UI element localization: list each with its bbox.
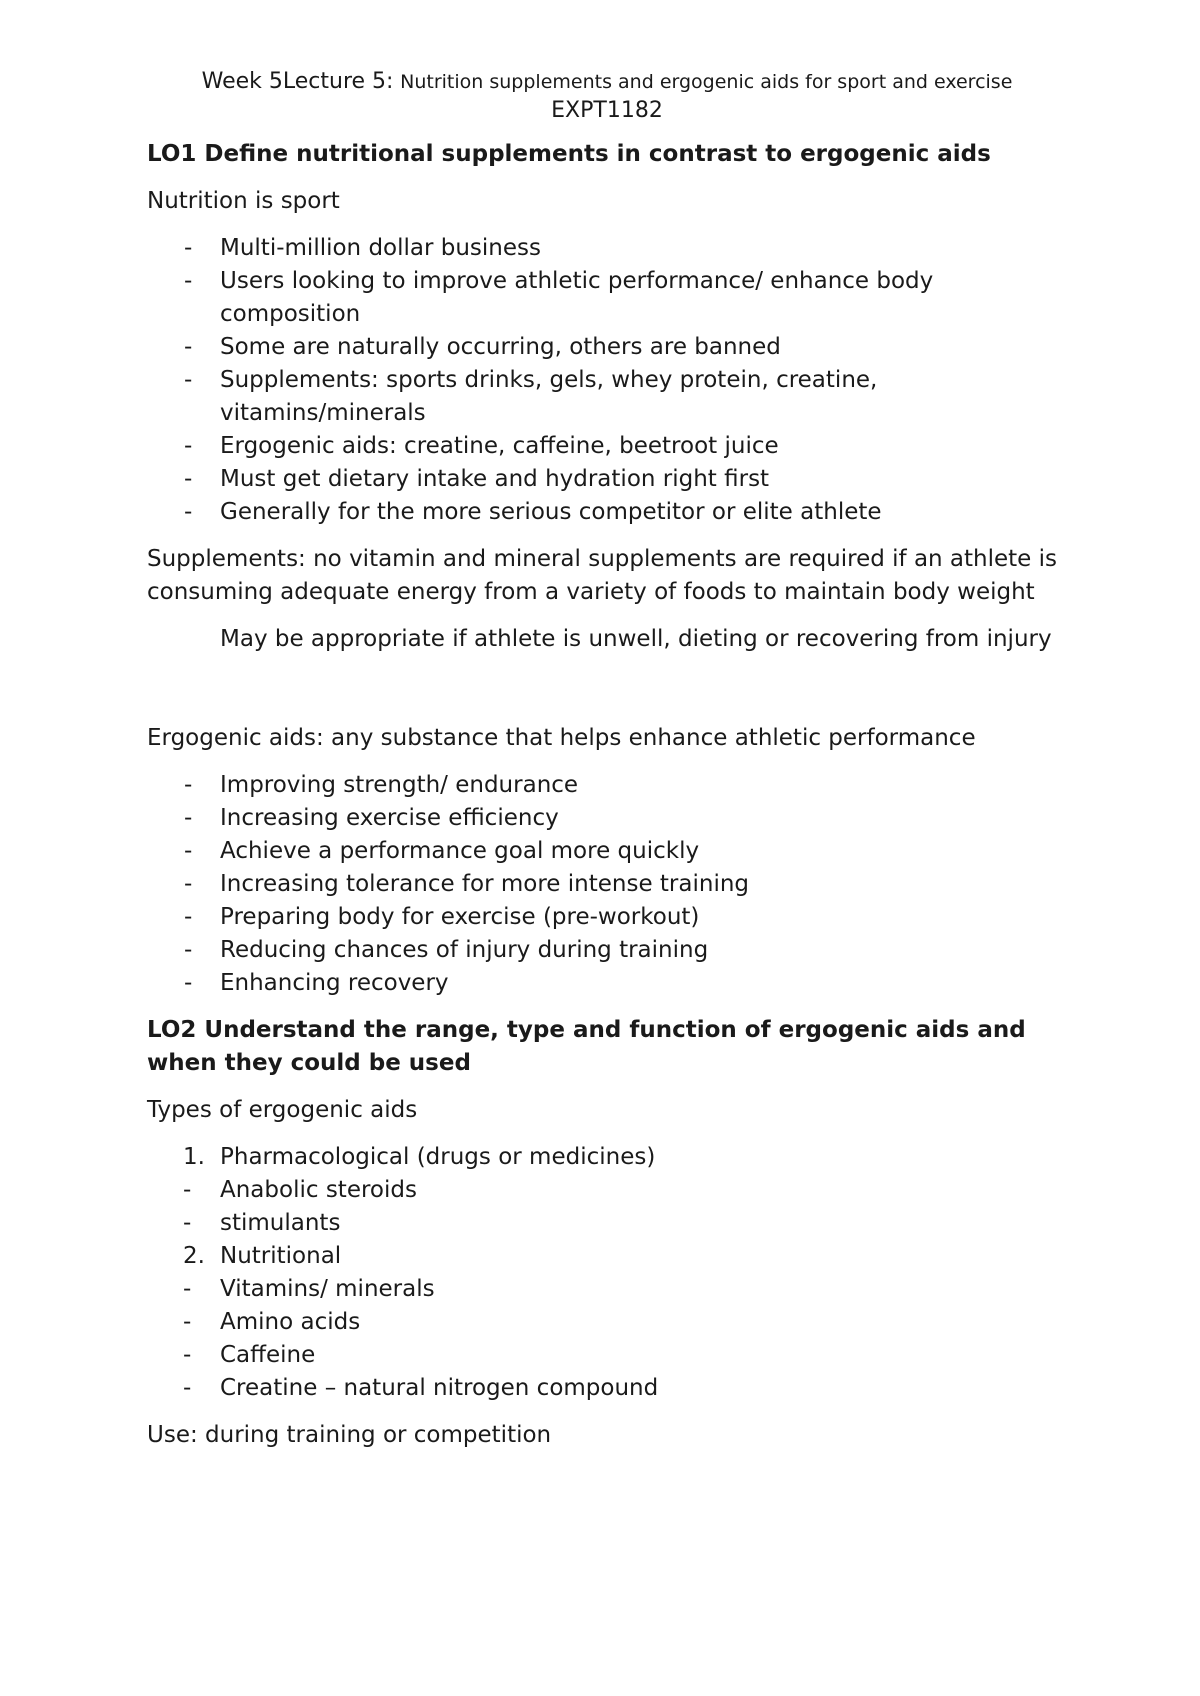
supplements-note: May be appropriate if athlete is unwell, dieting or recovering from injury [220,626,1052,652]
number-marker: 2. [183,1243,205,1269]
dash-marker: - [184,235,193,261]
list-item: - Achieve a performance goal more quickly [147,835,1067,868]
document-page [147,68,1067,1466]
types-intro: Types of ergogenic aids [147,1097,418,1123]
dash-marker: - [183,1342,192,1368]
list-item: - Amino acids [147,1306,1067,1339]
list-item: - Increasing exercise efficiency [147,802,1067,835]
document-title [147,68,1067,96]
dash-marker: - [184,367,193,393]
numbered-item: 1. Pharmacological (drugs or medicines) [147,1141,1067,1174]
dash-marker: - [184,466,193,492]
dash-marker: - [184,772,193,798]
list-item: - Preparing body for exercise (pre-workout) [147,901,1067,934]
list-item: - Multi-million dollar business [147,232,1067,265]
dash-marker: - [184,871,193,897]
dash-marker: - [184,904,193,930]
dash-marker: - [184,334,193,360]
dash-marker: - [184,937,193,963]
ergogenic-points-list [147,769,1067,1000]
lecture-label: Week 5Lecture 5: [201,69,394,94]
list-item: - Must get dietary intake and hydration right first [147,463,1067,496]
list-item: - Generally for the more serious competitor or elite athlete [147,496,1067,529]
number-marker: 1. [183,1144,205,1170]
dash-marker: - [184,805,193,831]
blank-line [147,670,1067,722]
numbered-item: 2. Nutritional [147,1240,1067,1273]
dash-marker: - [183,1177,192,1203]
list-item: - Anabolic steroids [147,1174,1067,1207]
list-item: - Users looking to improve athletic performance/ enhance body composition [147,265,1067,331]
ergogenic-definition: Ergogenic aids: any substance that helps enhance athletic performance [147,725,976,751]
list-item: - Enhancing recovery [147,967,1067,1000]
list-item: - Improving strength/ endurance [147,769,1067,802]
dash-marker: - [184,268,193,294]
use-text: Use: during training or competition [147,1422,552,1448]
list-item: - Supplements: sports drinks, gels, whey protein, creatine, vitamins/minerals [147,364,1067,430]
dash-marker: - [183,1276,192,1302]
list-item: - Ergogenic aids: creatine, caffeine, beetroot juice [147,430,1067,463]
dash-marker: - [183,1375,192,1401]
list-item: - Increasing tolerance for more intense training [147,868,1067,901]
nutrition-points-list [147,232,1067,529]
dash-marker: - [183,1309,192,1335]
list-item: - stimulants [147,1207,1067,1240]
supplements-paragraph: Supplements: no vitamin and mineral supplements are required if an athlete is consuming adequate energy from a variety of foods to maintain body weight [147,546,1058,605]
dash-marker: - [184,433,193,459]
list-item: - Reducing chances of injury during training [147,934,1067,967]
list-item: - Creatine – natural nitrogen compound [147,1372,1067,1405]
list-item: - Vitamins/ minerals [147,1273,1067,1306]
nutrition-intro: Nutrition is sport [147,188,340,214]
list-item: - Some are naturally occurring, others are banned [147,331,1067,364]
lo1-heading: LO1 Define nutritional supplements in contrast to ergogenic aids [147,141,991,167]
lecture-subtitle: Nutrition supplements and ergogenic aids for sport and exercise [400,71,1013,93]
dash-marker: - [183,1210,192,1236]
list-item: - Caffeine [147,1339,1067,1372]
dash-marker: - [184,838,193,864]
lo2-heading: LO2 Understand the range, type and function of ergogenic aids and when they could be used [147,1017,1026,1076]
dash-marker: - [184,499,193,525]
course-code: EXPT1182 [551,98,663,123]
dash-marker: - [184,970,193,996]
ergogenic-types-list [147,1141,1067,1405]
